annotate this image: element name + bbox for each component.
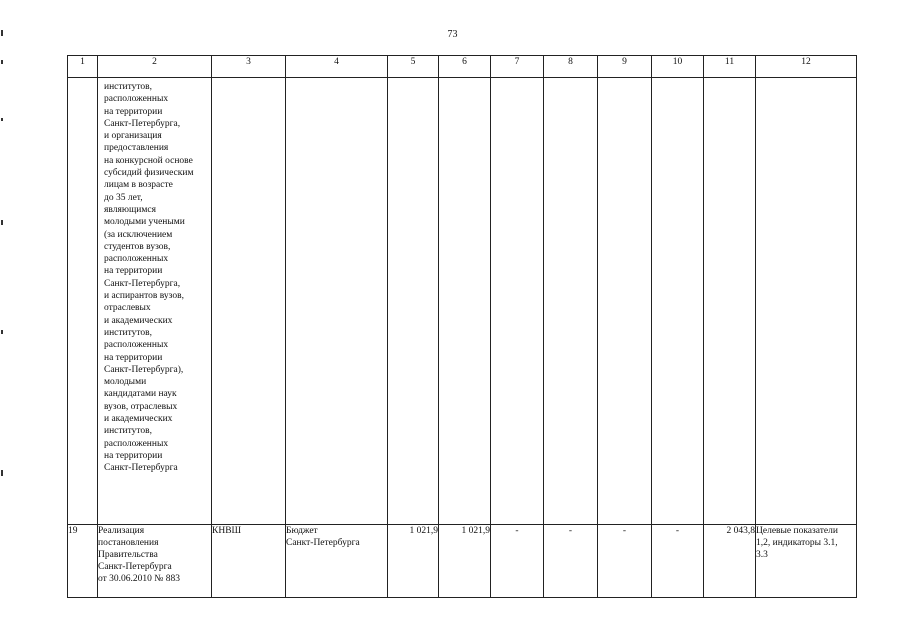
header-col-2: 2: [98, 56, 212, 78]
cont-cell-5: [388, 78, 439, 525]
header-col-11: 11: [704, 56, 756, 78]
cont-description: институтов, расположенных на территории Санкт-Петербурга, и организация предоставления на конкурсной основе субсидий физическим лицам в возрасте до 35 лет, являющимся молодыми учеными (за исключением студентов вузов, расположенных на территории Санкт-Петербурга, и аспирантов вузов, отраслевых и академических институтов, расположенных на территории Санкт-Петербурга), молодыми кандидатами наук вузов, отраслевых и академических институтов, расположенных на территории Санкт-Петербурга: [104, 82, 194, 474]
cont-cell-6: [439, 78, 491, 525]
header-col-10: 10: [652, 56, 704, 78]
cont-cell-9: [598, 78, 652, 525]
cont-cell-1: [68, 78, 98, 525]
header-col-8: 8: [544, 56, 598, 78]
page-number: 73: [447, 29, 458, 40]
value-col-7: -: [491, 525, 544, 598]
cont-cell-10: [652, 78, 704, 525]
cont-cell-11: [704, 78, 756, 525]
cont-cell-8: [544, 78, 598, 525]
row-number: 19: [68, 525, 98, 598]
table-row-19: [68, 525, 857, 598]
program-table: [67, 55, 857, 598]
value-col-8: -: [544, 525, 598, 598]
value-col-9: -: [598, 525, 652, 598]
header-col-9: 9: [598, 56, 652, 78]
cont-cell-7: [491, 78, 544, 525]
scan-edge-marks: [0, 0, 5, 640]
header-col-4: 4: [286, 56, 388, 78]
funding-source: Бюджет Санкт-Петербурга: [286, 525, 388, 598]
value-col-10: -: [652, 525, 704, 598]
header-col-3: 3: [212, 56, 286, 78]
indicators: Целевые показатели 1,2, индикаторы 3.1, 3.3: [756, 525, 857, 598]
value-col-5: 1 021,9: [388, 525, 439, 598]
cont-cell-3: [212, 78, 286, 525]
continuation-row: [68, 78, 857, 525]
value-col-11: 2 043,8: [704, 525, 756, 598]
activity-name: Реализация постановления Правительства Санкт-Петербурга от 30.06.2010 № 883: [98, 525, 212, 598]
executor: КНВШ: [212, 525, 286, 598]
value-col-6: 1 021,9: [439, 525, 491, 598]
header-col-6: 6: [439, 56, 491, 78]
cont-cell-2: [98, 78, 212, 525]
header-col-12: 12: [756, 56, 857, 78]
header-row: [68, 56, 857, 78]
cont-cell-12: [756, 78, 857, 525]
header-col-7: 7: [491, 56, 544, 78]
header-col-5: 5: [388, 56, 439, 78]
header-col-1: 1: [68, 56, 98, 78]
cont-cell-4: [286, 78, 388, 525]
